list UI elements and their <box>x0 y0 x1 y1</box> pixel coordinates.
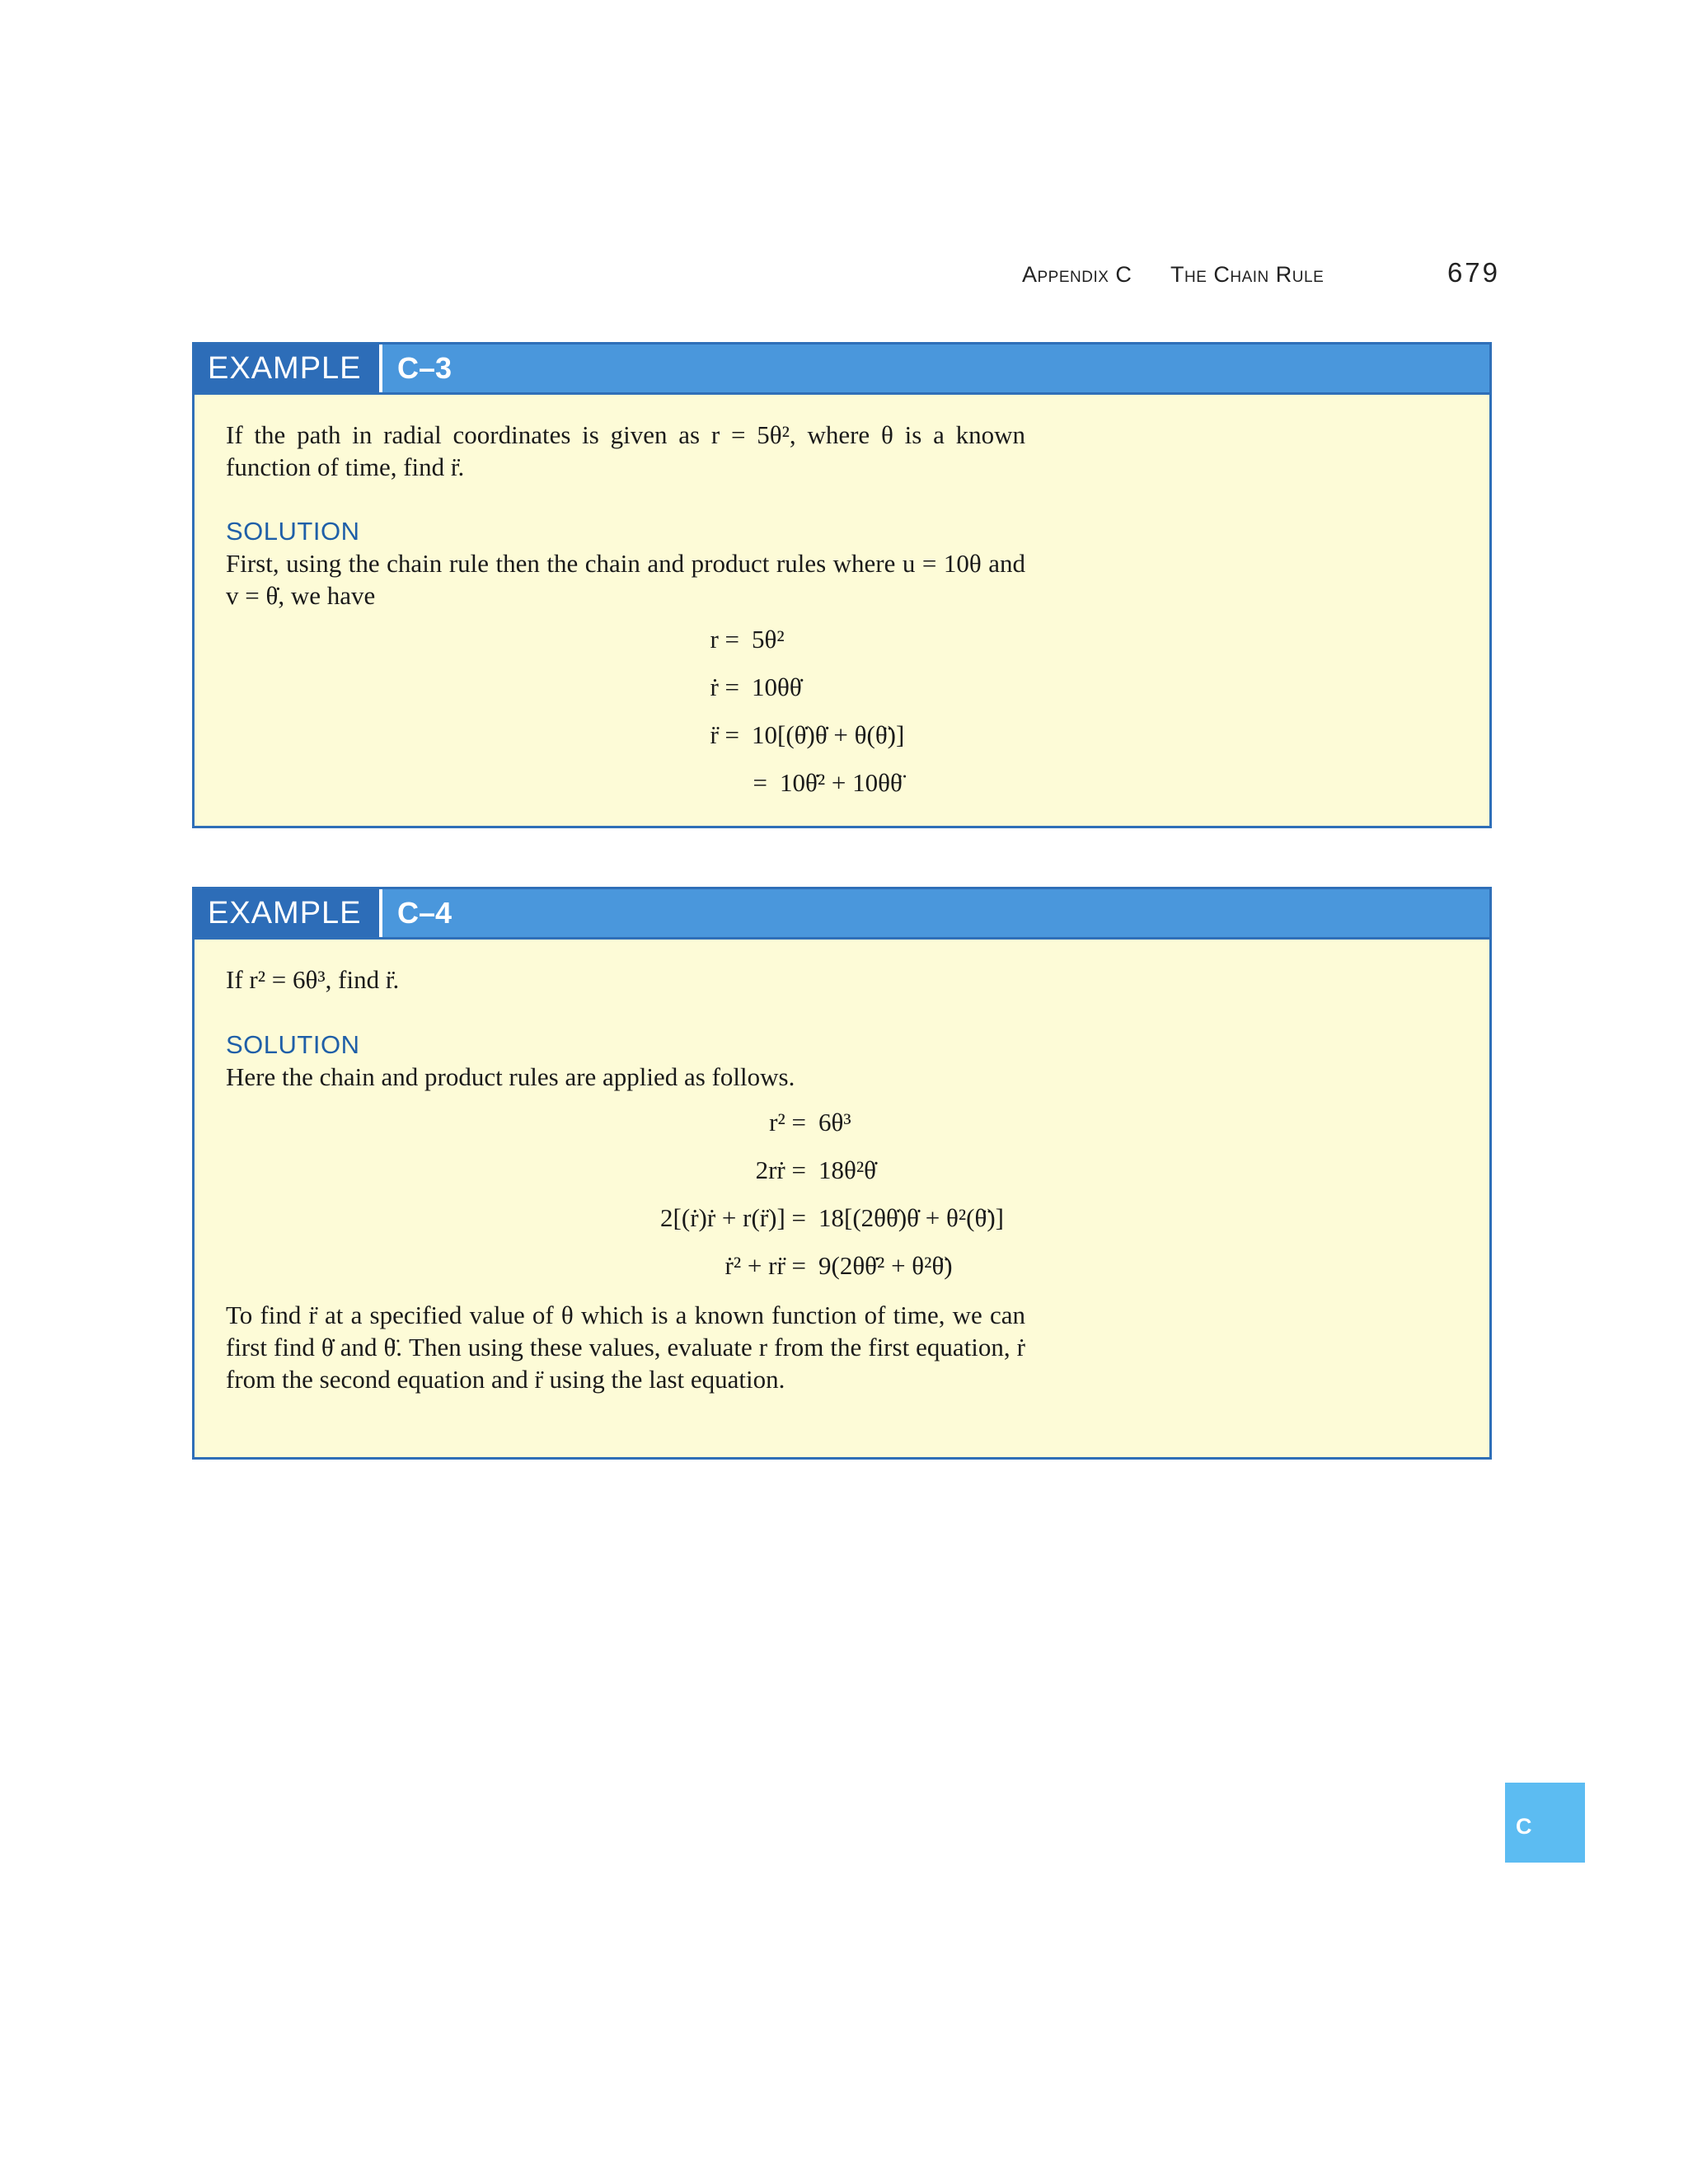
equation-rhs: 18[(2θθ̇)θ̇ + θ²(θ̈)] <box>818 1203 1004 1232</box>
equation-lhs: ṙ² + rr̈ = <box>724 1251 806 1280</box>
equation-rhs: 18θ²θ̇ <box>818 1155 876 1184</box>
equation-rhs: 9(2θθ̇² + θ²θ̈) <box>818 1251 953 1280</box>
example-c4-solution-heading: SOLUTION <box>226 1030 360 1059</box>
equation-lhs: r̈ = <box>710 720 739 749</box>
example-c3-number: C–3 <box>397 351 452 385</box>
equation-rhs: 10θ̇² + 10θθ̈ <box>780 768 903 797</box>
example-c4-box <box>192 887 1492 1460</box>
example-c3-label: EXAMPLE <box>195 344 382 392</box>
example-c3-box <box>192 342 1492 828</box>
equation-lhs: 2rṙ = <box>755 1155 806 1184</box>
example-c4-conclusion-block <box>226 1299 1025 1395</box>
equation-row <box>195 625 1489 658</box>
page-number: 679 <box>1447 257 1500 288</box>
running-head <box>1022 257 1500 293</box>
equation-lhs: = <box>753 768 767 797</box>
example-c4-label: EXAMPLE <box>195 889 382 937</box>
equation-rhs: 10[(θ̇)θ̇ + θ(θ̈)] <box>752 720 905 749</box>
equation-row <box>195 1203 1489 1236</box>
example-c3-solution-intro: First, using the chain rule then the chain and product rules where u = 10θ and v = θ̇, we have <box>226 549 1025 610</box>
equation-row <box>195 1251 1489 1284</box>
equation-row <box>195 768 1489 801</box>
chapter-title: The Chain Rule <box>1170 262 1325 287</box>
example-c4-number: C–4 <box>397 896 452 930</box>
equation-row <box>195 1155 1489 1188</box>
example-c4-solution-intro: Here the chain and product rules are applied as follows. <box>226 1062 795 1091</box>
appendix-label: Appendix C <box>1022 262 1132 287</box>
example-c3-problem: If the path in radial coordinates is given as r = 5θ², where θ is a known function of time, find r̈. <box>226 420 1025 481</box>
equation-row <box>195 720 1489 753</box>
equation-lhs: r = <box>710 625 739 654</box>
example-c3-equations <box>195 344 1489 826</box>
equation-lhs: r² = <box>769 1108 806 1137</box>
equation-rhs: 5θ² <box>752 625 785 654</box>
equation-rhs: 10θθ̇ <box>752 673 802 701</box>
equation-rhs: 6θ³ <box>818 1108 851 1137</box>
equation-row <box>195 673 1489 705</box>
appendix-thumb-tab: C <box>1505 1783 1585 1863</box>
equation-lhs: 2[(ṙ)ṙ + r(r̈)] = <box>660 1203 806 1232</box>
equation-lhs: ṙ = <box>710 673 739 701</box>
example-c4-problem: If r² = 6θ³, find r̈. <box>226 965 400 994</box>
example-c4-conclusion: To find r̈ at a specified value of θ which is a known function of time, we can first find θ̇ and θ̈. Then using these values, evaluate r from the first equation, ṙ from the second equation and r̈ using the last equation. <box>226 1301 1025 1394</box>
example-c3-solution-heading: SOLUTION <box>226 517 360 546</box>
equation-row <box>195 1108 1489 1141</box>
